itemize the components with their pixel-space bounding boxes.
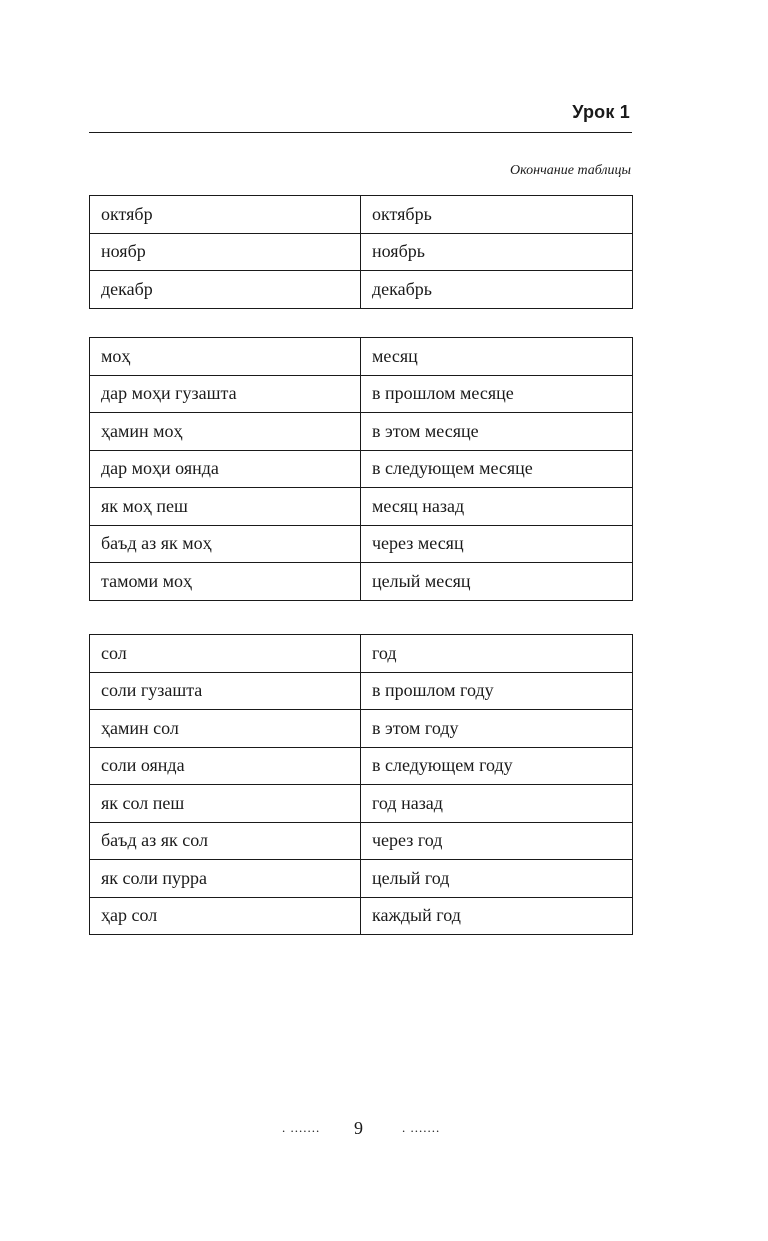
tajik-term-cell: тамоми моҳ [90, 563, 361, 601]
russian-translation-cell: год [361, 635, 633, 673]
tajik-term-cell: соли гузашта [90, 672, 361, 710]
table-row [90, 488, 633, 526]
russian-translation-cell: в следующем году [361, 747, 633, 785]
lesson-title: Урок 1 [572, 102, 630, 122]
russian-translation-cell: месяц назад [361, 488, 633, 526]
tajik-term-cell: ҳамин сол [90, 710, 361, 748]
tajik-term-cell: соли оянда [90, 747, 361, 785]
table-continuation-caption: Окончание таблицы [510, 163, 631, 178]
russian-translation-cell: каждый год [361, 897, 633, 935]
tajik-term-cell: дар моҳи гузашта [90, 375, 361, 413]
header-rule [89, 132, 632, 133]
russian-translation-cell: в этом месяце [361, 413, 633, 451]
russian-translation-cell: в прошлом месяце [361, 375, 633, 413]
tajik-term-cell: ҳамин моҳ [90, 413, 361, 451]
russian-translation-cell: целый месяц [361, 563, 633, 601]
table-row [90, 338, 633, 376]
footer-dots-right: . ....... [402, 1120, 441, 1135]
table-row [90, 822, 633, 860]
table-row [90, 860, 633, 898]
russian-translation-cell: ноябрь [361, 233, 633, 271]
tajik-term-cell: баъд аз як сол [90, 822, 361, 860]
footer-dots-left: . ....... [282, 1120, 321, 1135]
table-row [90, 747, 633, 785]
tajik-term-cell: ҳар сол [90, 897, 361, 935]
tajik-term-cell: октябр [90, 196, 361, 234]
russian-translation-cell: через месяц [361, 525, 633, 563]
table-row [90, 897, 633, 935]
table-row [90, 710, 633, 748]
tajik-term-cell: дар моҳи оянда [90, 450, 361, 488]
tajik-term-cell: моҳ [90, 338, 361, 376]
russian-translation-cell: месяц [361, 338, 633, 376]
table-row [90, 233, 633, 271]
vocab-table-months-end [89, 195, 633, 309]
russian-translation-cell: в следующем месяце [361, 450, 633, 488]
russian-translation-cell: в прошлом году [361, 672, 633, 710]
table-row [90, 563, 633, 601]
table-row [90, 271, 633, 309]
table-row [90, 785, 633, 823]
russian-translation-cell: целый год [361, 860, 633, 898]
table-row [90, 375, 633, 413]
tajik-term-cell: як моҳ пеш [90, 488, 361, 526]
page-footer [0, 1118, 768, 1142]
tajik-term-cell: сол [90, 635, 361, 673]
table-row [90, 450, 633, 488]
table-row [90, 635, 633, 673]
russian-translation-cell: декабрь [361, 271, 633, 309]
table-row [90, 525, 633, 563]
table-row [90, 413, 633, 451]
tajik-term-cell: баъд аз як моҳ [90, 525, 361, 563]
tajik-term-cell: декабр [90, 271, 361, 309]
russian-translation-cell: через год [361, 822, 633, 860]
vocab-table-year [89, 634, 633, 935]
table-row [90, 196, 633, 234]
russian-translation-cell: в этом году [361, 710, 633, 748]
table-row [90, 672, 633, 710]
vocab-table-month [89, 337, 633, 601]
tajik-term-cell: ноябр [90, 233, 361, 271]
tajik-term-cell: як соли пурра [90, 860, 361, 898]
russian-translation-cell: октябрь [361, 196, 633, 234]
page-number: 9 [354, 1118, 363, 1138]
tajik-term-cell: як сол пеш [90, 785, 361, 823]
russian-translation-cell: год назад [361, 785, 633, 823]
